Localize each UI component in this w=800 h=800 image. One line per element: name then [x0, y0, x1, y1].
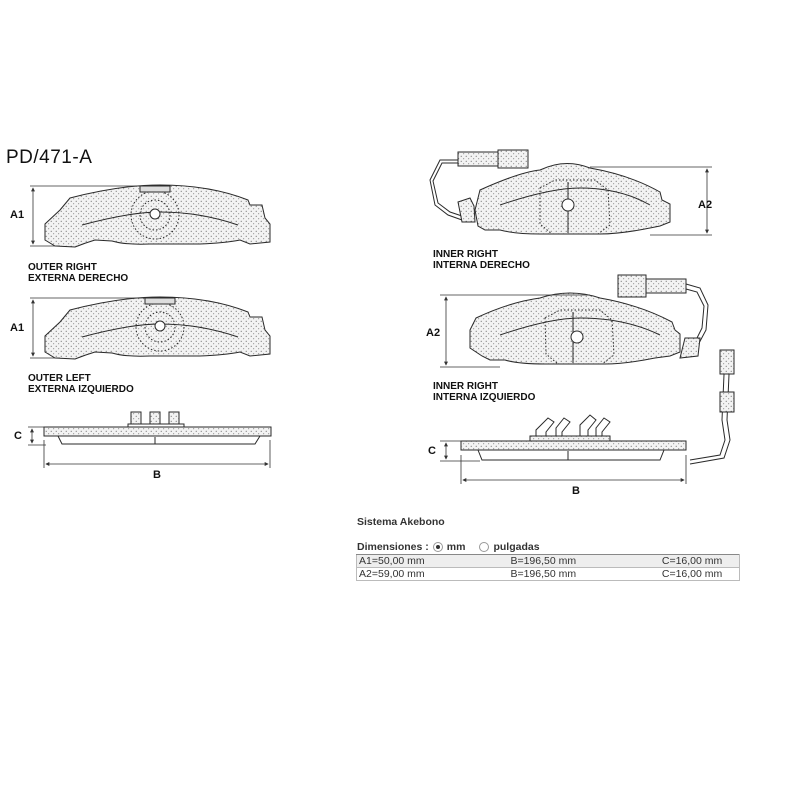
unit-mm-label[interactable]: mm	[446, 541, 466, 553]
pad-side-right	[461, 415, 686, 460]
dim-label-c-left: C	[14, 430, 22, 442]
view-label-line2: EXTERNA DERECHO	[28, 273, 129, 284]
dim-label-b-left: B	[153, 469, 161, 481]
dim-label-a2-top: A2	[698, 199, 713, 211]
view-label-outer-right	[28, 262, 128, 284]
cell-b: B=196,50 mm	[508, 568, 659, 581]
view-label-line1: INNER RIGHT	[433, 381, 498, 392]
dim-label-b-right: B	[572, 485, 580, 497]
view-label-line1: OUTER LEFT	[28, 373, 91, 384]
view-label-line2: INTERNA IZQUIERDO	[433, 392, 536, 403]
pad-outer-left	[45, 297, 270, 359]
pad-inner-right-2	[470, 293, 680, 364]
cell-c: C=16,00 mm	[660, 568, 740, 581]
cell-c: C=16,00 mm	[660, 555, 740, 568]
view-label-line2: INTERNA DERECHO	[433, 260, 530, 271]
view-label-outer-left	[28, 373, 134, 395]
dim-label-a2-mid: A2	[426, 327, 441, 339]
view-label-inner-right-1	[433, 249, 530, 271]
dim-label-a1-mid: A1	[10, 322, 25, 334]
unit-inch-radio[interactable]	[479, 542, 489, 552]
view-label-inner-right-2	[433, 381, 535, 403]
table-row	[357, 555, 740, 568]
dim-label-c-right: C	[428, 445, 436, 457]
cell-b: B=196,50 mm	[508, 555, 659, 568]
pad-side-left	[44, 412, 271, 444]
system-title: Sistema Akebono	[357, 516, 445, 528]
view-label-line1: OUTER RIGHT	[28, 262, 97, 273]
unit-mm-radio[interactable]	[433, 542, 443, 552]
table-row	[357, 568, 740, 581]
view-label-line1: INNER RIGHT	[433, 249, 498, 260]
cell-a: A2=59,00 mm	[357, 568, 509, 581]
pad-outer-right	[45, 185, 270, 247]
dimensions-label: Dimensiones :	[357, 541, 429, 553]
pad-inner-right-1	[475, 163, 670, 234]
dim-label-a1-top: A1	[10, 209, 25, 221]
part-code-title: PD/471-A	[6, 147, 93, 168]
units-selector	[357, 541, 540, 553]
unit-inch-label[interactable]: pulgadas	[493, 541, 540, 553]
view-label-line2: EXTERNA IZQUIERDO	[28, 384, 134, 395]
dimensions-table	[356, 554, 740, 581]
cell-a: A1=50,00 mm	[357, 555, 509, 568]
sensor-wire-2	[618, 275, 734, 464]
